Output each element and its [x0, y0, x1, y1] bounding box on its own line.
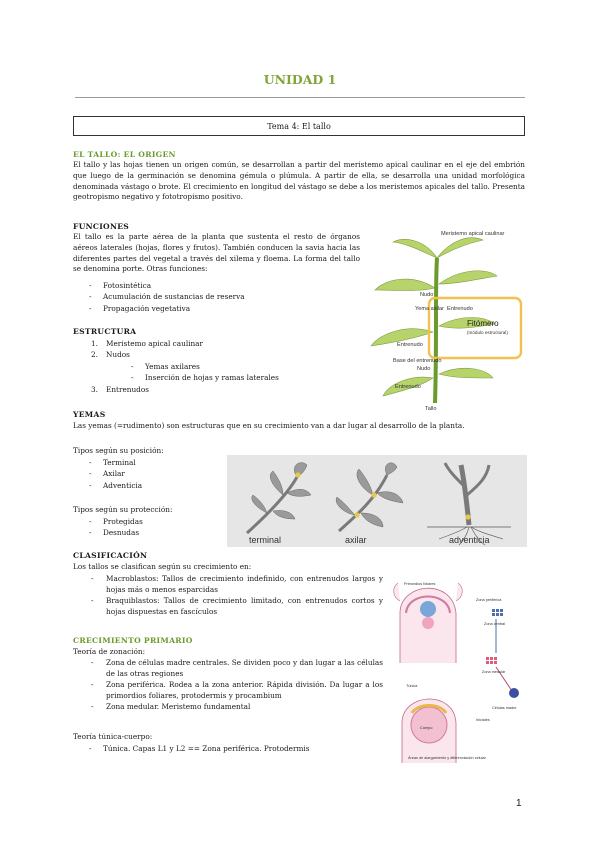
label-terminal: terminal	[249, 535, 282, 545]
meristem-label: Primordios foliares	[404, 582, 436, 586]
origin-paragraph: El tallo y las hojas tienen un origen común, se desarrollan a partir del meristemo apical caulinar en el eje del embrión que luego de la germinación se denomina gémula o plúmula. A partir de ella, se desarrolla una unidad morfológica denominada vástago o brote. El crecimiento en longitud del vástago se debe a los meristemos apicales del tallo. Presenta geotropismo negativo y fototropismo positivo.	[73, 160, 525, 202]
list-subitem: - Yemas axilares	[73, 361, 360, 372]
primary-growth-heading: CRECIMIENTO PRIMARIO	[73, 636, 193, 645]
functions-list	[73, 280, 360, 314]
meristem-label: Zona medular	[482, 670, 506, 674]
list-item: - Propagación vegetativa	[73, 303, 360, 314]
stem-diagram	[365, 228, 533, 413]
protection-types-title: Tipos según su protección:	[73, 505, 173, 514]
origin-heading: EL TALLO: EL ORIGEN	[73, 150, 176, 159]
label-internode-2: Entrenudo	[397, 342, 423, 348]
bud-types-figure	[227, 455, 527, 547]
functions-heading: FUNCIONES	[73, 222, 130, 231]
list-item: - Braquiblastos: Tallos de crecimiento limitado, con entrenudos cortos y hojas dispuestas en fascículos	[73, 596, 383, 617]
list-item: - Túnica. Capas L1 y L2 == Zona periférica. Protodermis	[73, 743, 383, 754]
list-item: - Macroblastos: Tallos de crecimiento indefinido, con entrenudos largos y hojas más o menos esparcidas	[73, 574, 383, 595]
meristem-label: Cuerpo	[420, 726, 433, 730]
tunica-title: Teoría túnica-cuerpo:	[73, 732, 153, 741]
meristem-label: Zona periférica	[476, 598, 502, 602]
buds-heading: YEMAS	[73, 410, 106, 419]
functions-paragraph: El tallo es la parte aérea de la planta que sustenta el resto de órganos aéreos laterales (hojas, flores y frutos). También conducen la savia hacia las diferentes partes del vegetal a través del xilema y floema. La forma del tallo se denomina porte. Otras funciones:	[73, 232, 360, 274]
label-stem: Tallo	[425, 406, 437, 412]
list-item: - Adventicia	[73, 480, 223, 491]
label-node: Nudo	[420, 292, 434, 298]
label-phytomer: Fitómero	[467, 319, 499, 328]
tunica-list	[73, 743, 383, 754]
label-meristem: Meristemo apical caulinar	[441, 231, 505, 237]
meristem-label: Células madre	[492, 706, 517, 710]
list-subitem: - Inserción de hojas y ramas laterales	[73, 372, 360, 383]
label-axillary-bud: Yema axilar	[415, 306, 445, 312]
classification-intro: Los tallos se clasifican según su crecimiento en:	[73, 562, 252, 571]
label-internode-3: Entrenudo	[395, 384, 421, 390]
label-internode: Entrenudo	[447, 306, 473, 312]
list-item: - Acumulación de sustancias de reserva	[73, 291, 360, 302]
list-item: 1. Meristemo apical caulinar	[91, 339, 204, 348]
meristem-label: Túnica	[406, 684, 418, 688]
list-item: - Zona medular. Meristemo fundamental	[73, 702, 383, 713]
meristem-label: Iniciales	[476, 718, 490, 722]
label-node-2: Nudo	[417, 366, 431, 372]
protection-types-list	[73, 516, 223, 539]
position-types-title: Tipos según su posición:	[73, 446, 164, 455]
classification-list	[73, 574, 383, 618]
meristem-zonation-figure	[392, 573, 532, 773]
topic-box: Tema 4: El tallo	[73, 116, 525, 136]
buds-paragraph: Las yemas (=rudimento) son estructuras que en su crecimiento van a dar lugar al desarrollo de la planta.	[73, 421, 465, 430]
list-item: - Desnudas	[73, 527, 223, 538]
list-item: - Protegidas	[73, 516, 223, 527]
list-item: 2. Nudos	[91, 350, 130, 360]
position-types-list	[73, 457, 223, 491]
meristem-label: Áreas de alargamiento y diferenciación celular	[408, 756, 486, 760]
list-item: - Terminal	[73, 457, 223, 468]
page-number: 1	[516, 798, 522, 809]
label-adventicia: adventicia	[449, 535, 490, 545]
structure-list	[73, 338, 360, 395]
list-item: - Axilar	[73, 468, 223, 479]
list-item: - Zona periférica. Rodea a la zona anterior. Rápida división. Da lugar a los primordios foliares, protodermis y procambium	[73, 680, 383, 701]
label-axilar: axilar	[345, 535, 367, 545]
zonation-title: Teoría de zonación:	[73, 647, 146, 656]
meristem-label: Zona central	[484, 622, 506, 626]
zonation-list	[73, 658, 383, 714]
list-item: - Fotosintética	[73, 280, 360, 291]
list-item: - Zona de células madre centrales. Se dividen poco y dan lugar a las células de las otras regiones	[73, 658, 383, 679]
label-phytomer-sub: (módulo estructural)	[467, 330, 508, 335]
label-petiole-base: Base del entrenudo	[393, 358, 442, 364]
structure-heading: ESTRUCTURA	[73, 327, 137, 336]
list-item: 3. Entrenudos	[91, 384, 149, 394]
unit-title: UNIDAD 1	[263, 72, 337, 87]
classification-heading: CLASIFICACIÓN	[73, 551, 148, 560]
title-divider	[75, 97, 525, 98]
